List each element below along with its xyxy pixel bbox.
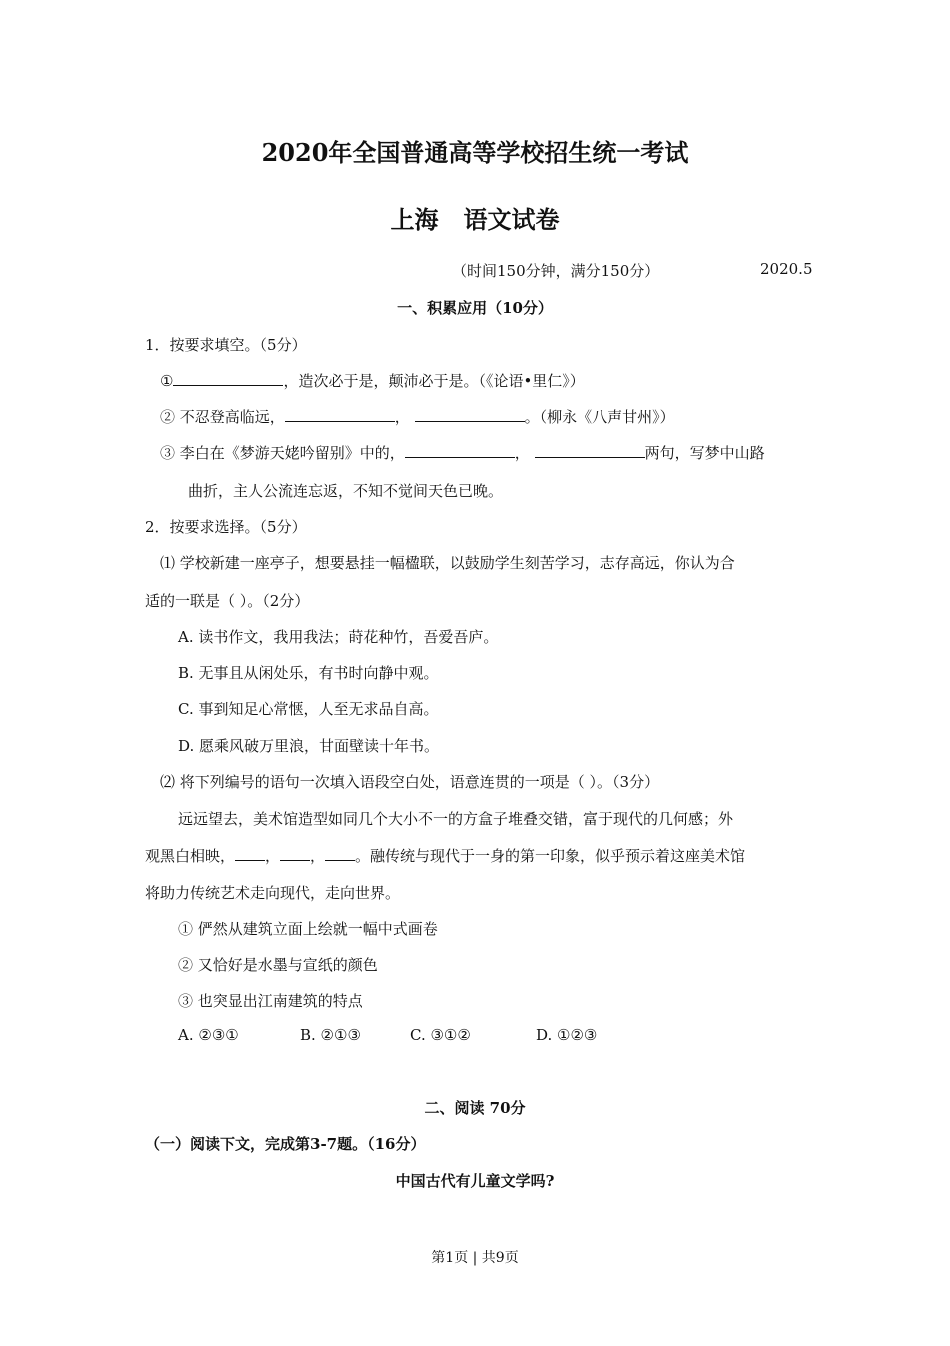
exam-title: 2020年全国普通高等学校招生统一考试 — [261, 138, 689, 167]
passage-line2 — [145, 845, 745, 866]
answer-c: C. ③①② — [410, 1026, 471, 1044]
fill-blank — [235, 846, 265, 861]
section1-heading: 一、积累应用（10分） — [397, 299, 553, 317]
q1-item3-mid: ， — [514, 444, 530, 462]
answer-a: A. ②③① — [178, 1026, 239, 1044]
passage-line2-end: 。融传统与现代于一身的第一印象，似乎预示着这座美术馆 — [355, 847, 746, 865]
passage-line1: 远远望去，美术馆造型如同几个大小不一的方盒子堆叠交错，富于现代的几何感；外 — [178, 810, 734, 828]
answer-b: B. ②①③ — [300, 1026, 361, 1044]
q1-item1-suffix: ，造次必于是，颠沛必于是。（《论语•里仁》） — [283, 372, 585, 390]
sentence-1: ① 俨然从建筑立面上绘就一幅中式画卷 — [178, 920, 438, 938]
passage-line3: 将助力传统艺术走向现代，走向世界。 — [145, 884, 401, 902]
option-a: A. 读书作文，我用我法；莳花种竹，吾爱吾庐。 — [178, 628, 499, 646]
q1-item2-mid: ， — [394, 408, 410, 426]
q2-p1-line2: 适的一联是（ ）。（2分） — [145, 592, 310, 610]
fill-blank — [280, 846, 310, 861]
q1-item3-suffix: 两句，写梦中山路 — [644, 444, 765, 462]
passage-sep: ， — [310, 847, 326, 865]
sentence-3: ③ 也突显出江南建筑的特点 — [178, 992, 363, 1010]
q1-item1 — [160, 370, 585, 391]
option-d: D. 愿乘风破万里浪，甘面壁读十年书。 — [178, 737, 440, 755]
option-b: B. 无事且从闲处乐，有书时向静中观。 — [178, 664, 439, 682]
page-footer: 第1页 | 共9页 — [431, 1250, 519, 1266]
q1-item3-cont: 曲折，主人公流连忘返，不知不觉间天色已晚。 — [188, 482, 504, 500]
q2-p2-stem: ⑵ 将下列编号的语句一次填入语段空白处，语意连贯的一项是（ ）。（3分） — [160, 773, 660, 791]
passage-line2-start: 观黑白相映， — [145, 847, 236, 865]
fill-blank — [285, 407, 395, 422]
q2-stem: 2．按要求选择。（5分） — [145, 518, 307, 536]
exam-subtitle: 上海 语文试卷 — [390, 205, 560, 234]
q1-item3-prefix: ③ 李白在《梦游天姥吟留别》中的， — [160, 444, 405, 462]
fill-blank — [415, 407, 525, 422]
reading-part1: （一）阅读下文，完成第3-7题。（16分） — [145, 1135, 426, 1153]
section2-heading: 二、阅读 70分 — [424, 1099, 526, 1117]
q1-item2 — [160, 406, 675, 427]
sentence-2: ② 又恰好是水墨与宣纸的颜色 — [178, 956, 378, 974]
fill-blank — [535, 443, 645, 458]
exam-date: 2020.5 — [760, 260, 813, 278]
q1-item2-prefix: ② 不忍登高临远， — [160, 408, 285, 426]
q1-item1-prefix: ① — [160, 372, 174, 390]
q2-p1-line1: ⑴ 学校新建一座亭子，想要悬挂一幅楹联，以鼓励学生刻苦学习，志存高远，你认为合 — [160, 554, 735, 572]
fill-blank — [325, 846, 355, 861]
q1-item3 — [160, 442, 765, 463]
fill-blank — [405, 443, 515, 458]
answer-d: D. ①②③ — [536, 1026, 598, 1044]
q1-stem: 1．按要求填空。（5分） — [145, 336, 307, 354]
q1-item2-suffix: 。（柳永《八声甘州》） — [524, 408, 675, 426]
fill-blank — [173, 371, 283, 386]
passage-sep: ， — [265, 847, 281, 865]
article-title: 中国古代有儿童文学吗? — [395, 1172, 555, 1190]
option-c: C. 事到知足心常惬，人至无求品自高。 — [178, 700, 439, 718]
time-note: （时间150分钟，满分150分） — [452, 262, 660, 280]
